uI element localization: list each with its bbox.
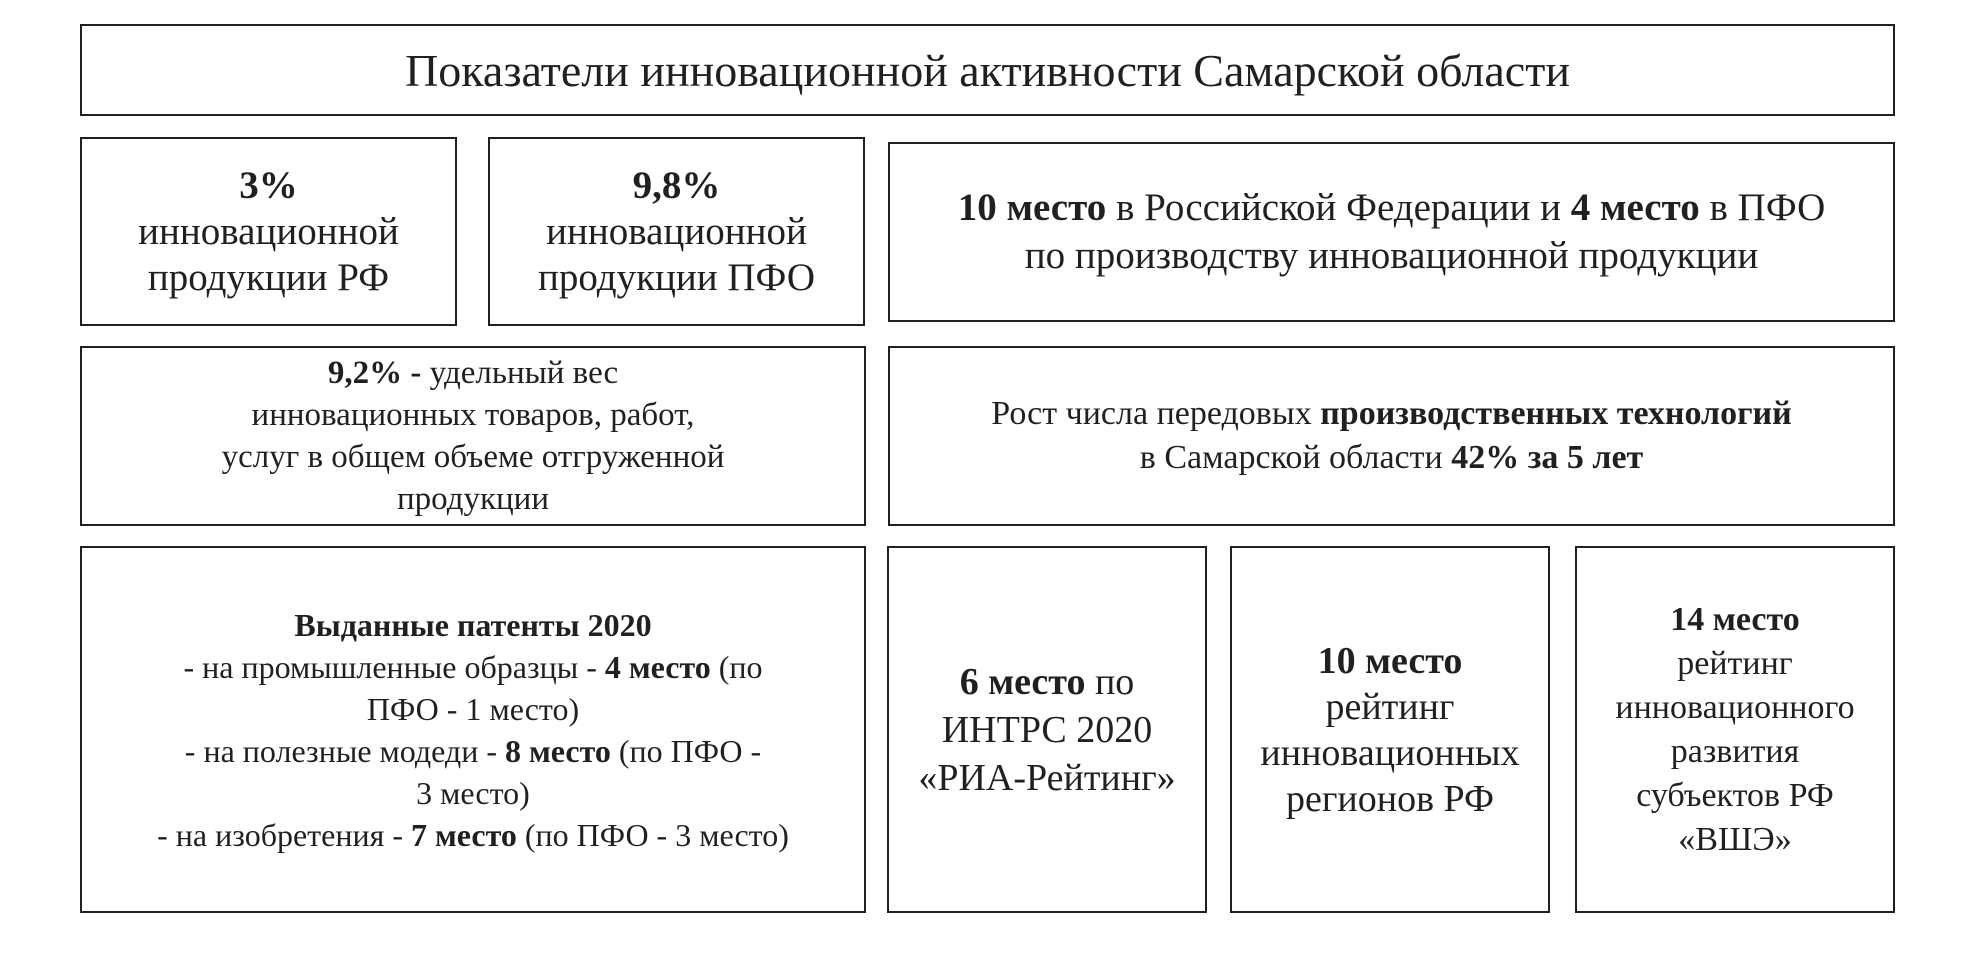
rank-text1: в Российской Федерации и: [1106, 186, 1571, 229]
patents-invention-prefix: - на изобретения -: [157, 816, 411, 853]
ria-line3: инновационных: [1260, 731, 1520, 774]
pfo-share-box: [488, 137, 865, 326]
pfo-share-line1: инновационной: [546, 209, 807, 253]
patents-invention-rank: 7 место: [410, 816, 517, 853]
growth-text2: в Самарской области: [1139, 439, 1452, 476]
patents-industrial-line2: ПФО - 1 место): [366, 690, 580, 727]
title-box: [80, 24, 1895, 116]
patents-utility-line2: 3 место): [416, 774, 530, 811]
share-text: удельный вес: [421, 355, 619, 391]
intrs-line3: «РИА-Рейтинг»: [918, 756, 1176, 799]
production-ranking-box: [888, 142, 1895, 322]
hse-line5: субъектов РФ: [1636, 776, 1834, 814]
rf-share-value: 3%: [239, 163, 298, 207]
technology-growth-box: [888, 346, 1895, 526]
share-line4: продукции: [396, 481, 549, 517]
patents-utility-rank: 8 место: [504, 732, 611, 769]
rank-line2: по производству инновационной продукции: [1024, 234, 1759, 277]
patents-industrial-prefix: - на промышленные образцы -: [183, 648, 605, 685]
hse-line3: инновационного: [1615, 688, 1855, 726]
intrs-text: по: [1085, 660, 1135, 703]
intrs-box: [887, 546, 1207, 913]
share-line3: услуг в общем объеме отгруженной: [221, 439, 725, 475]
hse-line2: рейтинг: [1677, 644, 1793, 682]
intrs-rank: 6 место: [959, 660, 1086, 703]
ria-line4: регионов РФ: [1285, 777, 1495, 820]
intrs-line2: ИНТРС 2020: [941, 708, 1153, 751]
share-value: 9,2% -: [327, 355, 422, 391]
pfo-share-line2: продукции ПФО: [537, 255, 816, 299]
growth-bold1: производственных технологий: [1320, 395, 1792, 432]
patents-utility-suffix: (по ПФО -: [610, 732, 762, 769]
rf-share-box: [80, 137, 457, 326]
hse-line6: «ВШЭ»: [1678, 820, 1792, 858]
rf-share-line1: инновационной: [138, 209, 399, 253]
rank-pfo: 4 место: [1570, 186, 1700, 229]
rf-share-line2: продукции РФ: [147, 255, 390, 299]
rank-text2: в ПФО: [1699, 186, 1826, 229]
innovative-share-box: [80, 346, 866, 526]
growth-bold2: 42% за 5 лет: [1451, 439, 1644, 476]
growth-text1: Рост числа передовых: [991, 395, 1321, 432]
ria-line2: рейтинг: [1325, 685, 1455, 728]
patents-box: [80, 546, 866, 913]
patents-industrial-rank: 4 место: [604, 648, 711, 685]
page-title: Показатели инновационной активности Самарской области: [405, 44, 1570, 96]
rank-rf: 10 место: [957, 186, 1107, 229]
hse-box: [1575, 546, 1895, 913]
hse-rank: 14 место: [1670, 600, 1800, 638]
ria-box: [1230, 546, 1550, 913]
ria-rank: 10 место: [1317, 639, 1463, 682]
hse-line4: развития: [1670, 732, 1800, 770]
share-line2: инновационных товаров, работ,: [251, 397, 695, 433]
patents-utility-prefix: - на полезные модеди -: [184, 732, 505, 769]
patents-industrial-suffix: (по: [710, 648, 763, 685]
pfo-share-value: 9,8%: [632, 163, 721, 207]
patents-title: Выданные патенты 2020: [294, 606, 652, 643]
patents-invention-suffix: (по ПФО - 3 место): [516, 816, 789, 853]
